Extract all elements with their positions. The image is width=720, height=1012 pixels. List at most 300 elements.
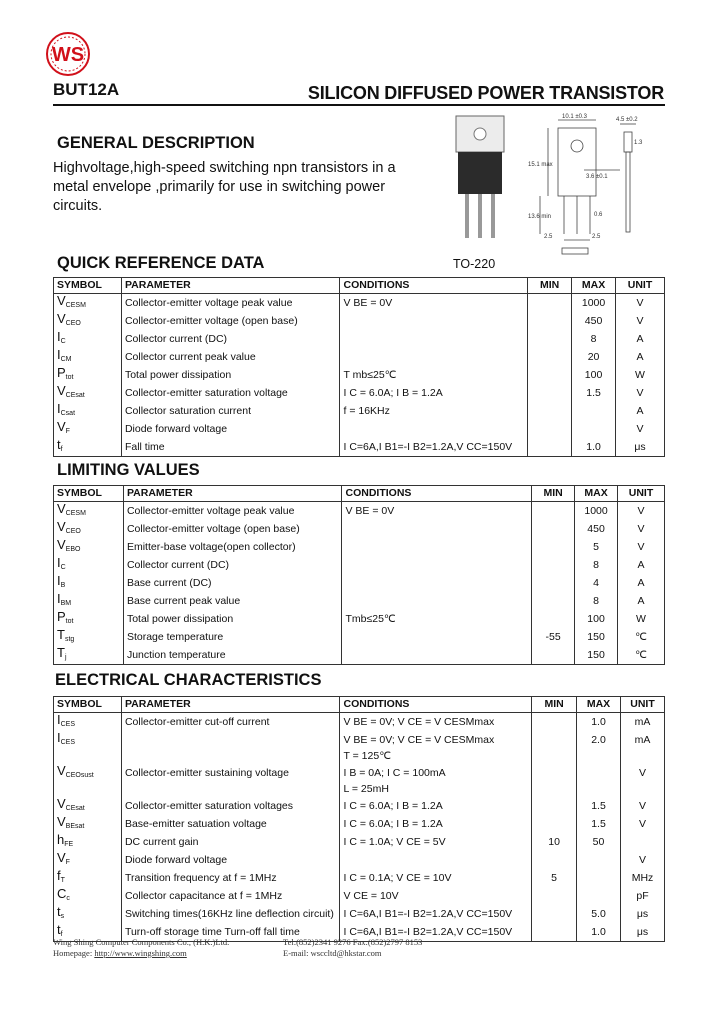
symbol-sub: f [60,931,63,938]
symbol-main: V [57,796,66,811]
symbol-sub: B [60,582,66,589]
footer-email[interactable]: E-mail: wsccltd@hkstar.com [283,948,382,958]
footer-right [283,937,422,959]
max-cell: 150 [575,646,618,665]
conditions-cell: f = 16KHz [340,402,528,420]
symbol-cell [54,556,124,574]
unit-cell: V [621,815,665,833]
symbol-cell [54,520,124,538]
symbol-sub: FE [64,841,74,848]
column-header: PARAMETER [123,486,342,502]
parameter-cell: Junction temperature [123,646,342,665]
parameter-cell [121,782,340,797]
table-row [54,851,665,869]
conditions-cell: L = 25mH [340,782,532,797]
parameter-cell: Storage temperature [123,628,342,646]
conditions-cell: V BE = 0V; V CE = V CESMmax [340,731,532,749]
unit-cell: V [618,502,665,521]
min-cell [532,923,577,942]
parameter-cell: Collector current (DC) [123,556,342,574]
symbol-cell [54,366,122,384]
general-heading: GENERAL DESCRIPTION [57,134,255,152]
conditions-cell: I C = 6.0A; I B = 1.2A [340,815,532,833]
symbol-main: T [57,645,65,660]
unit-cell: V [616,384,665,402]
dim-lead: 0.6 [594,212,603,218]
dim-tab: 1.3 [634,140,643,146]
table-row [54,520,665,538]
symbol-main: I [57,730,61,745]
column-header: UNIT [621,697,665,713]
parameter-cell: Collector-emitter voltage peak value [123,502,342,521]
symbol-cell [54,764,122,782]
symbol-sub: c [66,895,70,902]
unit-cell: μs [621,905,665,923]
parameter-cell: Collector saturation current [121,402,340,420]
table-row [54,782,665,797]
table-row [54,384,665,402]
min-cell: -55 [532,628,575,646]
symbol-sub: j [64,654,67,661]
min-cell [532,782,577,797]
symbol-sub: CES [60,721,76,728]
unit-cell: W [616,366,665,384]
unit-cell: V [616,312,665,330]
min-cell [532,851,577,869]
parameter-cell: Diode forward voltage [121,420,340,438]
parameter-cell: Collector-emitter voltage (open base) [123,520,342,538]
max-cell: 4 [575,574,618,592]
symbol-main: I [57,347,61,362]
column-header: CONDITIONS [340,697,532,713]
table-row [54,538,665,556]
min-cell [528,438,572,457]
symbol-main: t [57,904,61,919]
symbol-main: V [57,311,66,326]
parameter-cell: Switching times(16KHz line deflection circuit) [121,905,340,923]
unit-cell: mA [621,713,665,732]
max-cell: 150 [575,628,618,646]
symbol-main: V [57,537,66,552]
parameter-cell: Base current (DC) [123,574,342,592]
unit-cell: A [616,402,665,420]
min-cell [532,574,575,592]
symbol-cell [54,887,122,905]
max-cell [577,749,621,764]
symbol-sub: BM [60,600,72,607]
general-description: Highvoltage,high-speed switching npn transistors in a metal envelope ,primarily for use in switching power circuits. [53,160,396,214]
unit-cell: V [616,420,665,438]
symbol-main: V [57,383,66,398]
table-row [54,402,665,420]
conditions-cell: I C = 6.0A; I B = 1.2A [340,797,532,815]
conditions-cell: I C = 0.1A; V CE = 10V [340,869,532,887]
dim-lead-length: 13.6 min [528,214,552,220]
symbol-cell [54,438,122,457]
quick-heading: QUICK REFERENCE DATA [57,254,265,272]
conditions-cell [342,520,532,538]
table-row [54,330,665,348]
max-cell [577,851,621,869]
max-cell: 1.5 [572,384,616,402]
symbol-sub: CEO [65,320,81,327]
unit-cell: μs [621,923,665,942]
symbol-cell [54,646,124,665]
symbol-sub: tot [65,618,74,625]
symbol-sub: CESM [65,302,86,309]
parameter-cell: Collector capacitance at f = 1MHz [121,887,340,905]
unit-cell [621,782,665,797]
min-cell [532,556,575,574]
table-row [54,366,665,384]
min-cell: 5 [532,869,577,887]
dim-height: 15.1 max [528,162,553,168]
parameter-cell: Collector-emitter voltage peak value [121,294,340,313]
parameter-cell [121,731,340,749]
symbol-main: V [57,419,66,434]
symbol-cell [54,574,124,592]
symbol-main: t [57,922,61,937]
symbol-main: I [57,573,61,588]
max-cell [577,782,621,797]
symbol-main: I [57,329,61,344]
column-header: MAX [572,278,616,294]
column-header: MIN [532,486,575,502]
symbol-cell [54,502,124,521]
symbol-main: V [57,501,66,516]
conditions-cell [340,851,532,869]
max-cell: 450 [575,520,618,538]
symbol-cell [54,797,122,815]
max-cell [577,764,621,782]
unit-cell: A [618,592,665,610]
parameter-cell: Base-emitter satuation voltage [121,815,340,833]
column-header: MIN [532,697,577,713]
symbol-main: I [57,555,61,570]
footer-homepage-label: Homepage: [53,948,93,958]
dim-pitch-left: 2.5 [544,234,553,240]
min-cell [532,731,577,749]
unit-cell: MHz [621,869,665,887]
table-row [54,764,665,782]
unit-cell: V [621,851,665,869]
parameter-cell: Collector-emitter voltage (open base) [121,312,340,330]
table-row [54,312,665,330]
table-row [54,438,665,457]
column-header: PARAMETER [121,278,340,294]
package-photo [448,112,520,244]
table-row [54,869,665,887]
unit-cell: ℃ [618,646,665,665]
symbol-sub: F [65,859,70,866]
min-cell [528,402,572,420]
conditions-cell [342,538,532,556]
parameter-cell: Collector-emitter saturation voltage [121,384,340,402]
min-cell [528,294,572,313]
package-outline-drawing [526,112,670,262]
parameter-cell: Collector current peak value [121,348,340,366]
unit-cell [621,833,665,851]
column-header: MAX [577,697,621,713]
symbol-cell [54,833,122,851]
min-cell [532,538,575,556]
symbol-main: C [57,886,67,901]
conditions-cell: T mb≤25℃ [340,366,528,384]
parameter-cell [121,749,340,764]
conditions-cell [340,312,528,330]
table-row [54,294,665,313]
table-row [54,731,665,749]
parameter-cell: Collector current (DC) [121,330,340,348]
table-row [54,420,665,438]
part-number: BUT12A [53,80,120,99]
conditions-cell: V BE = 0V [340,294,528,313]
symbol-sub: CES [60,739,76,746]
unit-cell: V [621,764,665,782]
min-cell [528,366,572,384]
conditions-cell: Tmb≤25℃ [342,610,532,628]
unit-cell: A [618,556,665,574]
max-cell [572,420,616,438]
dim-width: 10.1 ±0.3 [562,114,587,120]
table-row [54,833,665,851]
logo-text: WS [51,44,85,66]
symbol-cell [54,869,122,887]
table-row [54,713,665,732]
unit-cell: V [616,294,665,313]
conditions-cell [342,556,532,574]
unit-cell: pF [621,887,665,905]
symbol-cell [54,294,122,313]
conditions-cell [342,628,532,646]
symbol-sub: Csat [60,410,76,417]
symbol-main: t [57,437,61,452]
column-header: MAX [575,486,618,502]
symbol-sub: F [65,428,70,435]
electrical-characteristics-table [53,696,665,942]
max-cell: 1.0 [577,713,621,732]
header-rule [53,104,665,106]
symbol-main: I [57,401,61,416]
symbol-sub: C [60,338,66,345]
parameter-cell: Transition frequency at f = 1MHz [121,869,340,887]
parameter-cell: Base current peak value [123,592,342,610]
column-header: MIN [528,278,572,294]
parameter-cell: Collector-emitter cut-off current [121,713,340,732]
symbol-cell [54,330,122,348]
max-cell: 100 [572,366,616,384]
unit-cell: V [618,538,665,556]
symbol-cell [54,731,122,749]
symbol-cell [54,628,124,646]
min-cell [528,330,572,348]
table-row [54,815,665,833]
min-cell [532,749,577,764]
table-row [54,628,665,646]
table-row [54,592,665,610]
conditions-cell: I C = 1.0A; V CE = 5V [340,833,532,851]
min-cell [532,502,575,521]
quick-reference-table [53,277,665,457]
parameter-cell: Collector-emitter sustaining voltage [121,764,340,782]
dim-pitch-right: 2.5 [592,234,601,240]
symbol-cell [54,905,122,923]
document-title: SILICON DIFFUSED POWER TRANSISTOR [307,83,664,103]
parameter-cell: Total power dissipation [121,366,340,384]
table-row [54,610,665,628]
symbol-main: V [57,763,66,778]
symbol-sub: CEO [65,528,81,535]
symbol-cell [54,592,124,610]
symbol-main: f [57,868,61,883]
column-header: SYMBOL [54,278,122,294]
symbol-main: V [57,850,66,865]
symbol-cell [54,713,122,732]
conditions-cell [342,592,532,610]
parameter-cell: Diode forward voltage [121,851,340,869]
limiting-heading: LIMITING VALUES [57,461,200,479]
column-header: SYMBOL [54,486,124,502]
symbol-sub: C [60,564,66,571]
symbol-sub: f [60,446,63,453]
max-cell: 50 [577,833,621,851]
symbol-cell [54,782,122,797]
table-header-row [54,486,665,502]
ws-logo [44,30,108,78]
max-cell: 1.0 [577,923,621,942]
symbol-main: h [57,832,65,847]
unit-cell: V [618,520,665,538]
symbol-cell [54,538,124,556]
symbol-cell [54,749,122,764]
table-row [54,646,665,665]
symbol-sub: stg [64,636,75,643]
max-cell: 8 [575,592,618,610]
symbol-main: I [57,591,61,606]
symbol-main: V [57,814,66,829]
symbol-sub: CEsat [65,805,85,812]
max-cell: 2.0 [577,731,621,749]
conditions-cell [340,420,528,438]
footer-left [53,937,229,959]
min-cell [532,815,577,833]
parameter-cell: DC current gain [121,833,340,851]
symbol-cell [54,348,122,366]
unit-cell: W [618,610,665,628]
conditions-cell: T = 125℃ [340,749,532,764]
limiting-values-table [53,485,665,665]
dim-hole: 3.6 ±0.1 [586,174,608,180]
max-cell: 1.0 [572,438,616,457]
unit-cell: μs [616,438,665,457]
max-cell: 5.0 [577,905,621,923]
symbol-sub: CEsat [65,392,85,399]
symbol-main: V [57,293,66,308]
footer-tel: Tel:(852)2341 9276 Fax:(852)2797 8153 [283,937,423,947]
max-cell: 5 [575,538,618,556]
max-cell: 20 [572,348,616,366]
table-row [54,797,665,815]
symbol-sub: tot [65,374,74,381]
column-header: CONDITIONS [340,278,528,294]
symbol-sub: CEOsust [65,772,94,779]
min-cell [532,905,577,923]
symbol-cell [54,402,122,420]
symbol-sub: CM [60,356,72,363]
min-cell: 10 [532,833,577,851]
package-label: TO-220 [453,257,496,271]
symbol-sub: EBO [65,546,81,553]
footer-company: Wing Shing Computer Components Co., (H.K.)Ltd. [53,937,230,947]
conditions-cell [342,646,532,665]
conditions-cell: V BE = 0V [342,502,532,521]
symbol-main: I [57,712,61,727]
conditions-cell: I C = 6.0A; I B = 1.2A [340,384,528,402]
max-cell: 100 [575,610,618,628]
symbol-cell [54,610,124,628]
min-cell [532,887,577,905]
unit-cell: V [621,797,665,815]
max-cell: 1.5 [577,797,621,815]
conditions-cell [340,330,528,348]
max-cell: 8 [572,330,616,348]
max-cell [577,869,621,887]
table-row [54,887,665,905]
min-cell [528,420,572,438]
table-row [54,556,665,574]
conditions-cell: I C=6A,I B1=-I B2=1.2A,V CC=150V [340,923,532,942]
max-cell: 8 [575,556,618,574]
symbol-sub: BEsat [65,823,85,830]
parameter-cell: Emitter-base voltage(open collector) [123,538,342,556]
table-header-row [54,697,665,713]
table-row [54,905,665,923]
conditions-cell [340,348,528,366]
table-row [54,348,665,366]
column-header: SYMBOL [54,697,122,713]
column-header: UNIT [618,486,665,502]
symbol-main: T [57,627,65,642]
column-header: PARAMETER [121,697,340,713]
min-cell [528,348,572,366]
min-cell [532,797,577,815]
unit-cell: A [616,330,665,348]
min-cell [532,646,575,665]
max-cell [577,887,621,905]
electrical-heading: ELECTRICAL CHARACTERISTICS [55,671,322,689]
min-cell [532,592,575,610]
max-cell: 1000 [572,294,616,313]
unit-cell: ℃ [618,628,665,646]
footer-homepage-link[interactable]: http://www.wingshing.com [94,948,187,958]
unit-cell [621,749,665,764]
min-cell [532,610,575,628]
symbol-cell [54,420,122,438]
symbol-sub: T [60,877,65,884]
symbol-cell [54,815,122,833]
max-cell: 1000 [575,502,618,521]
conditions-cell [342,574,532,592]
symbol-main: P [57,365,66,380]
conditions-cell: I C=6A,I B1=-I B2=1.2A,V CC=150V [340,438,528,457]
min-cell [532,520,575,538]
unit-cell: A [618,574,665,592]
min-cell [528,384,572,402]
min-cell [528,312,572,330]
table-row [54,749,665,764]
unit-cell: A [616,348,665,366]
parameter-cell: Total power dissipation [123,610,342,628]
